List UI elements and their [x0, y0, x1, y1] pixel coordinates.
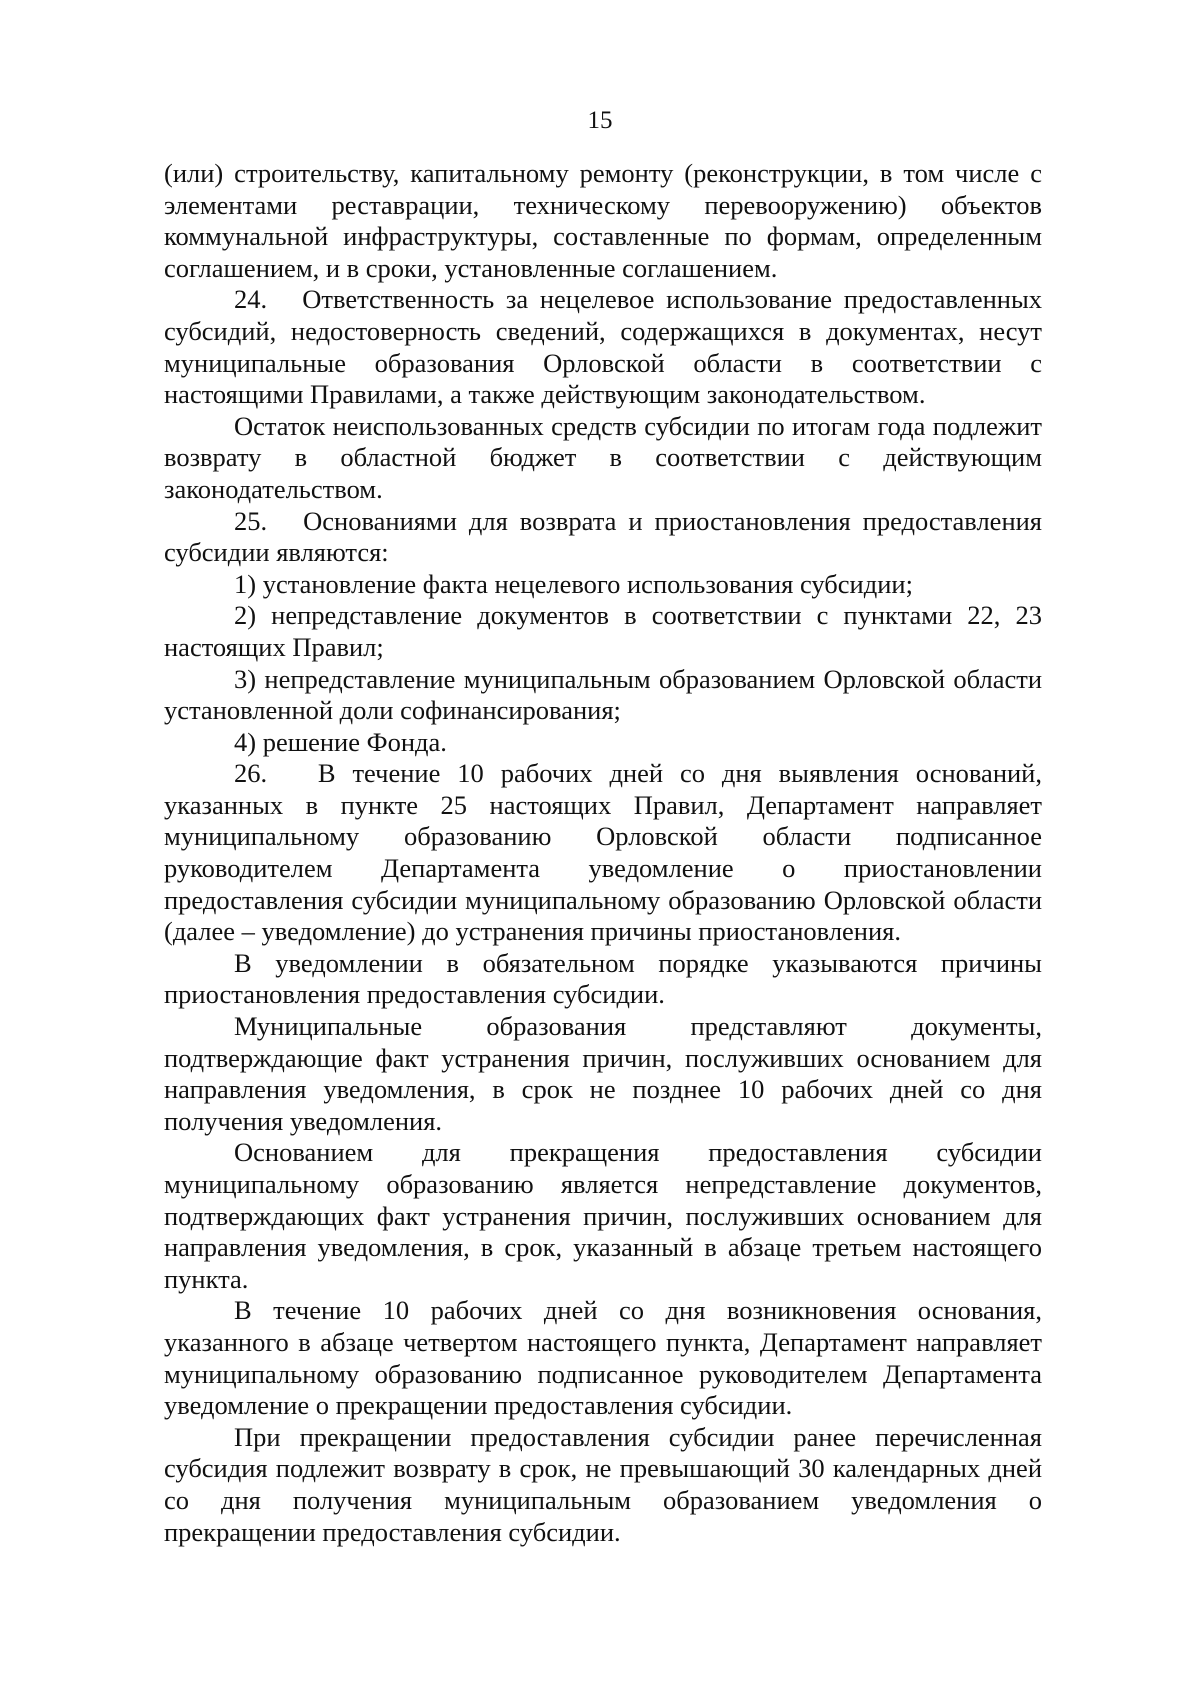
paragraph-26: 26. В течение 10 рабочих дней со дня выявления оснований, указанных в пункте 25 настоящих Правил, Департамент направляет муниципальному образованию Орловской области подписанное руководителем Департамента уведомление о приостановлении предоставления субсидии муниципальному образованию Орловской области (далее – уведомление) до устранения причины приостановления.: [164, 758, 1042, 947]
paragraph-26-termination-basis: Основанием для прекращения предоставления субсидии муниципальному образованию является непредставление документов, подтверждающих факт устранения причин, послуживших основанием для направления уведомления, в срок, указанный в абзаце третьем настоящего пункта.: [164, 1137, 1042, 1294]
paragraph-25-item-4: 4) решение Фонда.: [234, 726, 447, 757]
paragraph-26-refund: При прекращении предоставления субсидии ранее перечисленная субсидия подлежит возврату в срок, не превышающий 30 календарных дней со дня получения муниципальным образованием уведомления о прекращении предоставления субсидии.: [164, 1421, 1042, 1547]
paragraph-25-item-1: 1) установление факта нецелевого использования субсидии;: [234, 568, 913, 599]
paragraph-continuation: (или) строительству, капитальному ремонту (реконструкции, в том числе с элементами реставрации, техническому перевооружению) объектов коммунальной инфраструктуры, составленные по формам, определенным соглашением, и в сроки, установленные соглашением.: [164, 158, 1042, 283]
paragraph-26-documents: Муниципальные образования представляют документы, подтверждающие факт устранения причин, послуживших основанием для направления уведомления, в срок не позднее 10 рабочих дней со дня получения уведомления.: [164, 1011, 1042, 1136]
document-body: [164, 158, 1042, 1548]
paragraph-25: 25. Основаниями для возврата и приостановления предоставления субсидии являются:: [164, 505, 1042, 568]
paragraph-25-item-2: 2) непредставление документов в соответствии с пунктами 22, 23 настоящих Правил;: [164, 600, 1042, 662]
paragraph-26-termination-notice: В течение 10 рабочих дней со дня возникновения основания, указанного в абзаце четвертом настоящего пункта, Департамент направляет муниципальному образованию подписанное руководителем Департамента уведомление о прекращении предоставления субсидии.: [164, 1295, 1042, 1421]
paragraph-25-item-3: 3) непредставление муниципальным образованием Орловской области установленной доли софинансирования;: [164, 663, 1042, 726]
page-number: 15: [587, 107, 613, 134]
paragraph-24-remainder: Остаток неиспользованных средств субсидии по итогам года подлежит возврату в областной бюджет в соответствии с действующим законодательством.: [164, 410, 1042, 504]
paragraph-24: 24. Ответственность за нецелевое использование предоставленных субсидий, недостоверность сведений, содержащихся в документах, несут муниципальные образования Орловской области в соответствии с настоящими Правилами, а также действующим законодательством.: [164, 284, 1042, 410]
paragraph-26-reasons: В уведомлении в обязательном порядке указываются причины приостановления предоставления субсидии.: [164, 947, 1042, 1010]
